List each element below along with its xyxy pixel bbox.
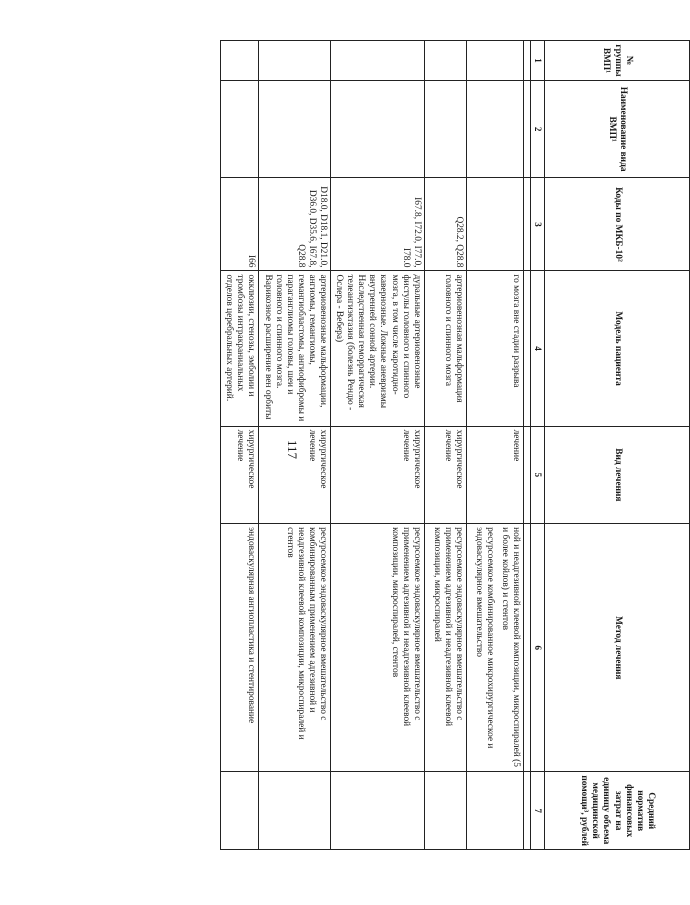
cell-codes: D18.0, D18.1, D21.0, D36.0, D35.6, I67.8, Q28.8	[259, 178, 331, 271]
header-group-number: № группы ВМП¹	[545, 41, 690, 81]
cell-methods	[467, 524, 524, 772]
cell-methods	[330, 524, 424, 772]
table-header-row	[545, 41, 690, 850]
cell-methods	[424, 524, 466, 772]
header-treatment-type: Вид лечения	[545, 426, 690, 524]
method-text: ной и неадгезивной клеевой композиции, микроспиралей (5 и более койлов) и стентов	[500, 527, 522, 767]
cell-cost	[221, 772, 259, 850]
column-number: 1	[531, 41, 545, 81]
cell-codes: Q28.2, Q28.8	[424, 178, 466, 271]
cell-treatment-type: хирургическое лечение	[330, 426, 424, 524]
table-row	[330, 41, 424, 850]
method-text: ресурсоемкое эндоваскулярное вмешательство с комбинированным применением адгезивной и неадгезивной клеевой композиции, микроспиралей и стентов	[284, 527, 328, 740]
cell-vmp-name	[330, 80, 424, 178]
cell-codes: I67.8, I72.0, I77.0, I78.0	[330, 178, 424, 271]
cell-patient-model: артериовенозная мальформация головного и спинного мозга	[424, 271, 466, 426]
table-row	[424, 41, 466, 850]
page-number: 117	[285, 440, 300, 460]
cell-group	[467, 41, 524, 81]
cell-vmp-name	[221, 80, 259, 178]
header-treatment-method: Метод лечения	[545, 524, 690, 772]
cell-codes: I66	[221, 178, 259, 271]
header-vmp-name: Наименование вида ВМП¹	[545, 80, 690, 178]
vmp-table	[220, 40, 690, 850]
table-row	[467, 41, 524, 850]
method-text: ресурсоемкое эндоваскулярное вмешательство с применением адгезивной и неадгезивной клеевой композиции, микроспиралей, стентов	[389, 527, 422, 727]
column-number: 3	[531, 178, 545, 271]
cell-methods	[221, 524, 259, 772]
cell-treatment-type: лечение	[467, 426, 524, 524]
column-number: 2	[531, 80, 545, 178]
cell-patient-model: артериовенозные мальформации, ангиомы, гемангиомы, гемангиобластомы, ангиофибромы и параганглиомы головы, шеи и головного и спинного мозга. Варикозное расширение вен орбиты	[259, 271, 331, 426]
header-icd-codes: Коды по МКБ-10²	[545, 178, 690, 271]
cell-group	[221, 41, 259, 81]
cell-methods	[259, 524, 331, 772]
table-row	[221, 41, 259, 850]
cell-treatment-type: хирургическое лечение	[259, 426, 331, 524]
cell-codes	[467, 178, 524, 271]
header-average-cost: Средний норматив финансовых затрат на единицу объема медицинской помощи³, рублей	[545, 772, 690, 850]
method-text: эндоваскулярная ангиопластика и стентирование	[246, 527, 257, 724]
method-text: ресурсоемкое эндоваскулярное вмешательство с применением адгезивной и неадгезивной клеевой композиции, микроспиралей	[431, 527, 465, 727]
cell-treatment-type: хирургическое лечение	[221, 426, 259, 524]
method-text: ресурсоемкое комбинированное микрохирургическое и эндоваскулярное вмешательство	[474, 527, 496, 749]
rotated-table-wrapper	[180, 40, 690, 850]
cell-cost	[330, 772, 424, 850]
column-number: 7	[531, 772, 545, 850]
column-number-row	[531, 41, 545, 850]
cell-treatment-type: хирургическое лечение	[424, 426, 466, 524]
spacer-row	[524, 41, 531, 850]
cell-cost	[424, 772, 466, 850]
cell-cost	[467, 772, 524, 850]
cell-cost	[259, 772, 331, 850]
cell-vmp-name	[424, 80, 466, 178]
cell-group	[259, 41, 331, 81]
cell-patient-model: окклюзии, стенозы, эмболии и тромбозы интракраниальных отделов церебральных артерий.	[221, 271, 259, 426]
column-number: 4	[531, 271, 545, 426]
cell-group	[424, 41, 466, 81]
cell-vmp-name	[259, 80, 331, 178]
table-row	[259, 41, 331, 850]
column-number: 6	[531, 524, 545, 772]
cell-patient-model: го мозга вне стадии разрыва	[467, 271, 524, 426]
cell-vmp-name	[467, 80, 524, 178]
cell-group	[330, 41, 424, 81]
column-number: 5	[531, 426, 545, 524]
header-patient-model: Модель пациента	[545, 271, 690, 426]
cell-patient-model: дуральные артериовенозные фистулы головного и спинного мозга, в том числе каротидно-кавернозные. Ложные аневризмы внутренней сонной артерии. Наследственная геморрагическая телеангиэктазия (болезнь Рендю - Ослера - Вебера)	[330, 271, 424, 426]
